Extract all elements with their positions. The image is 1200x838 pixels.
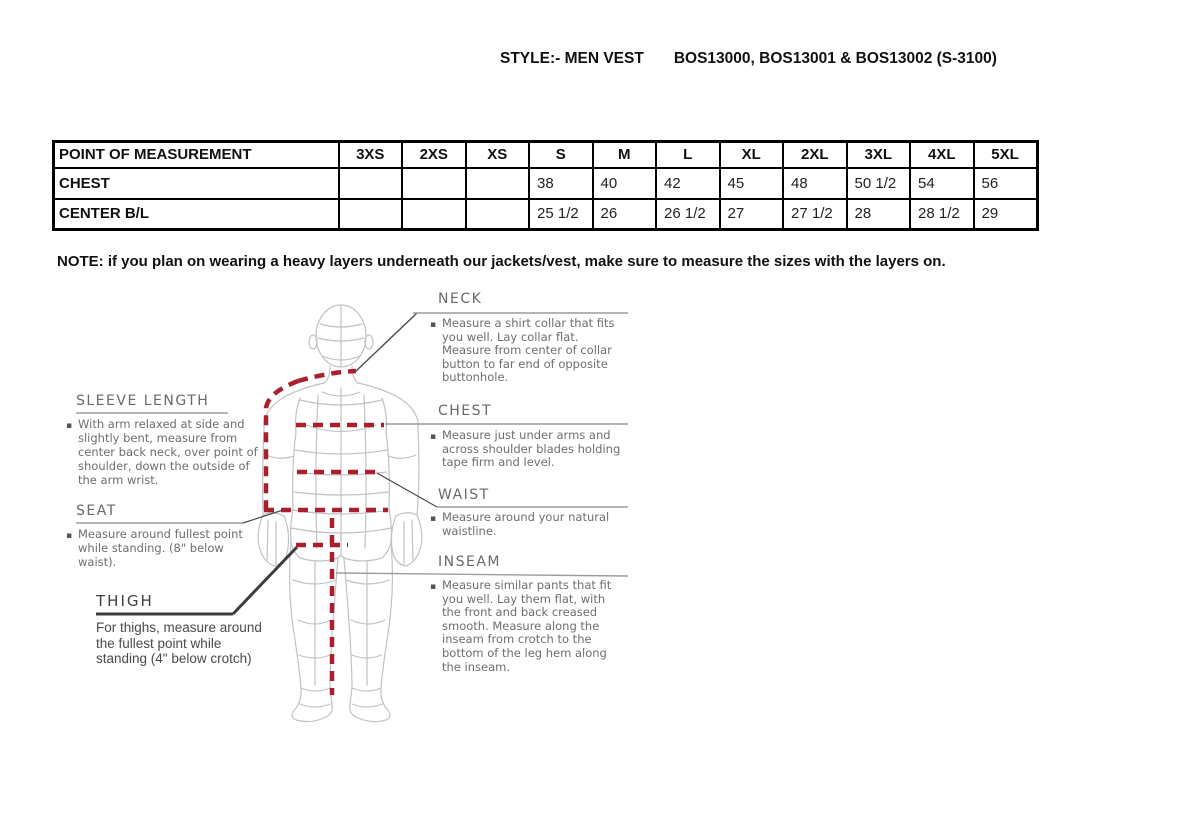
- cell-centerbl-5xl: 29: [974, 199, 1038, 230]
- row-label-chest: CHEST: [54, 168, 339, 199]
- style-label: STYLE:- MEN VEST: [500, 50, 644, 67]
- cell-chest-s: 38: [529, 168, 593, 199]
- waist-pointer-line: [377, 473, 437, 507]
- thigh-heading: THIGH: [96, 592, 154, 610]
- measurement-diagram: [0, 280, 700, 760]
- sleeve-length-description: [66, 417, 266, 487]
- chest-heading: CHEST: [438, 403, 493, 419]
- cell-chest-2xs: [402, 168, 466, 199]
- cell-centerbl-xs: [466, 199, 530, 230]
- cell-centerbl-2xs: [402, 199, 466, 230]
- chest-description-text: Measure just under arms and across shoulder blades holding tape firm and level.: [442, 428, 621, 470]
- cell-centerbl-3xs: [339, 199, 403, 230]
- cell-chest-xs: [466, 168, 530, 199]
- col-header-3xs: 3XS: [339, 142, 403, 168]
- thigh-description: For thighs, measure around the fullest point while standing (4" below crotch): [96, 620, 262, 666]
- col-header-xl: XL: [720, 142, 784, 168]
- cell-centerbl-l: 26 1/2: [656, 199, 720, 230]
- square-bullet-icon: ▪: [66, 531, 73, 541]
- inseam-heading: INSEAM: [438, 554, 501, 570]
- square-bullet-icon: ▪: [430, 514, 437, 524]
- cell-centerbl-4xl: 28 1/2: [910, 199, 974, 230]
- seat-description-text: Measure around fullest point while standing. (8" below waist).: [78, 527, 243, 569]
- sleeve-length-description-text: With arm relaxed at side and slightly bent, measure from center back neck, over point of shoulder, down the outside of the arm wrist.: [78, 417, 258, 487]
- cell-chest-2xl: 48: [783, 168, 847, 199]
- col-header-l: L: [656, 142, 720, 168]
- col-header-s: S: [529, 142, 593, 168]
- square-bullet-icon: ▪: [430, 320, 437, 330]
- row-label-center-bl: CENTER B/L: [54, 199, 339, 230]
- size-table: [52, 140, 1036, 231]
- square-bullet-icon: ▪: [430, 432, 437, 442]
- style-codes: BOS13000, BOS13001 & BOS13002 (S-3100): [673, 50, 997, 67]
- cell-chest-xl: 45: [720, 168, 784, 199]
- table-row-chest: [54, 168, 1038, 199]
- cell-centerbl-xl: 27: [720, 199, 784, 230]
- chest-description: [430, 429, 626, 470]
- col-header-m: M: [593, 142, 657, 168]
- cell-centerbl-2xl: 27 1/2: [783, 199, 847, 230]
- cell-chest-3xs: [339, 168, 403, 199]
- cell-centerbl-m: 26: [593, 199, 657, 230]
- col-header-2xl: 2XL: [783, 142, 847, 168]
- square-bullet-icon: ▪: [66, 421, 73, 431]
- table-row-center-bl: [54, 199, 1038, 230]
- col-header-2xs: 2XS: [402, 142, 466, 168]
- cell-chest-m: 40: [593, 168, 657, 199]
- layering-note: NOTE: if you plan on wearing a heavy layers underneath our jackets/vest, make sure to measure the sizes with the layers on.: [57, 253, 946, 270]
- seat-heading: SEAT: [76, 503, 117, 519]
- cell-centerbl-3xl: 28: [847, 199, 911, 230]
- waist-heading: WAIST: [438, 487, 490, 503]
- square-bullet-icon: ▪: [430, 582, 437, 592]
- neck-heading: NECK: [438, 291, 483, 307]
- col-header-5xl: 5XL: [974, 142, 1038, 168]
- cell-chest-4xl: 54: [910, 168, 974, 199]
- cell-chest-l: 42: [656, 168, 720, 199]
- waist-description: [430, 511, 615, 538]
- inseam-description-text: Measure similar pants that fit you well. Lay them flat, with the front and back creased smooth. Measure along the inseam from crotch to the bottom of the leg hem along the inseam.: [442, 578, 612, 674]
- cell-centerbl-s: 25 1/2: [529, 199, 593, 230]
- size-table-header-row: [54, 142, 1038, 168]
- neck-pointer-line: [355, 313, 417, 372]
- col-header-4xl: 4XL: [910, 142, 974, 168]
- mannequin-figure: [258, 305, 422, 722]
- waist-description-text: Measure around your natural waistline.: [442, 510, 610, 538]
- inseam-pointer-line: [336, 573, 628, 576]
- neck-description: [430, 317, 622, 385]
- cell-chest-5xl: 56: [974, 168, 1038, 199]
- sleeve-length-heading: SLEEVE LENGTH: [76, 393, 210, 409]
- document-title: [500, 50, 997, 68]
- cell-chest-3xl: 50 1/2: [847, 168, 911, 199]
- seat-description: [66, 527, 246, 569]
- inseam-description: [430, 579, 626, 674]
- col-header-point-of-measurement: POINT OF MEASUREMENT: [54, 142, 339, 168]
- neck-description-text: Measure a shirt collar that fits you well. Lay collar flat. Measure from center of collar button to far end of opposite buttonhole.: [442, 316, 615, 385]
- col-header-3xl: 3XL: [847, 142, 911, 168]
- col-header-xs: XS: [466, 142, 530, 168]
